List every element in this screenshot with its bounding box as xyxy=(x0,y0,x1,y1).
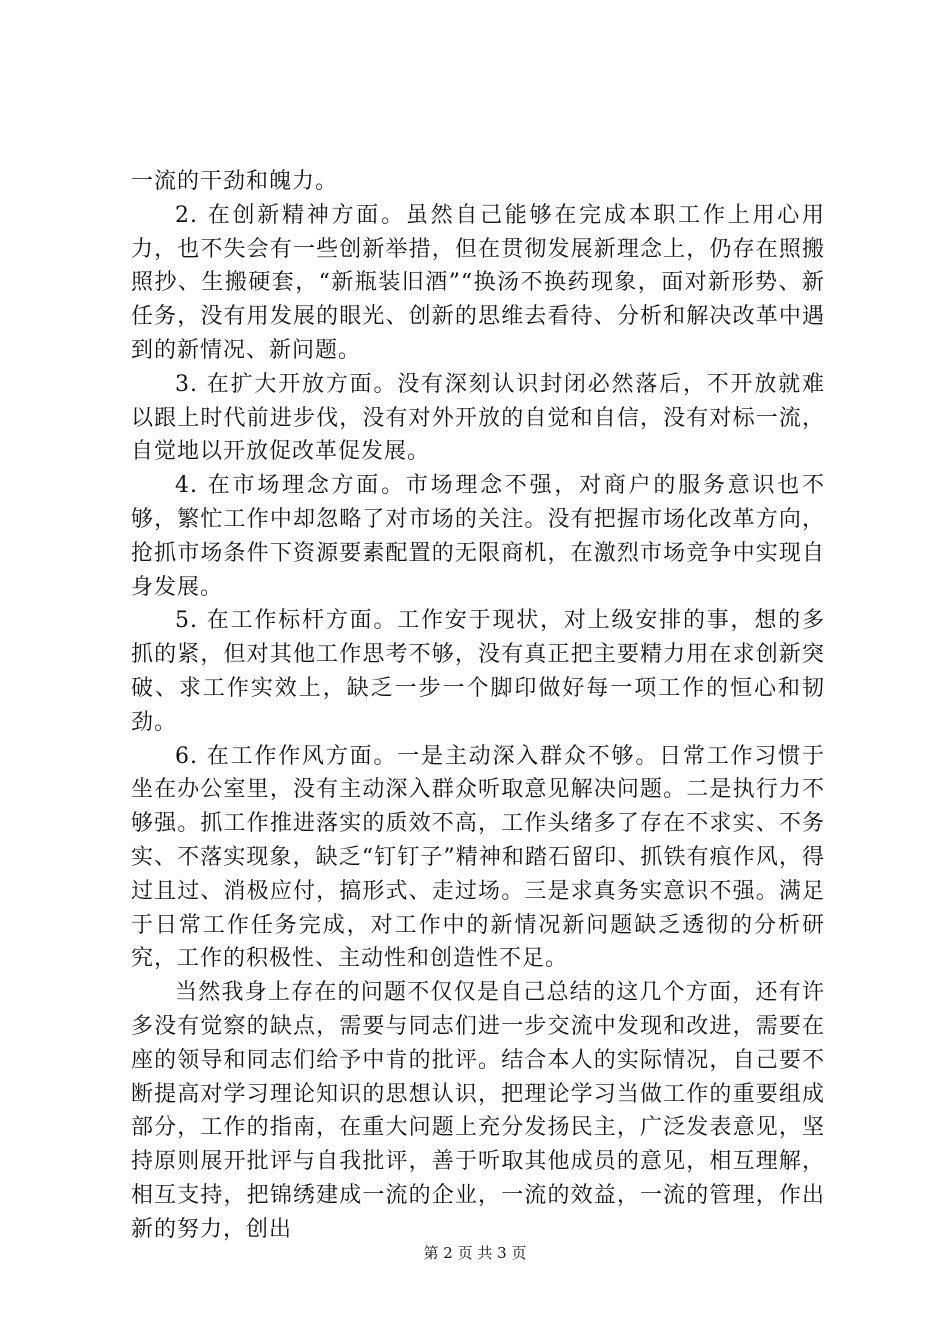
page-number-label: 第 2 页 共 3 页 xyxy=(423,1244,527,1262)
paragraph-innovation-spirit: 2. 在创新精神方面。虽然自己能够在完成本职工作上用心用力，也不失会有一些创新举措，但在贯彻发展新理念上，仍存在照搬照抄、生搬硬套，“新瓶装旧酒”“换汤不换药现象，面对新形势、新任务，没有用发展的眼光、创新的思维去看待、分析和解决改革中遇到的新情况、新问题。 xyxy=(131,202,825,363)
paragraph-work-benchmark: 5. 在工作标杆方面。工作安于现状，对上级安排的事，想的多抓的紧，但对其他工作思考不够，没有真正把主要精力用在求创新突破、求工作实效上，缺乏一步一个脚印做好每一项工作的恒心和韧劲。 xyxy=(131,608,825,735)
paragraph-market-concept: 4. 在市场理念方面。市场理念不强，对商户的服务意识也不够，繁忙工作中却忽略了对市场的关注。没有把握市场化改革方向，抢抓市场条件下资源要素配置的无限商机，在激烈市场竞争中实现自身发展。 xyxy=(131,473,825,600)
document-body xyxy=(131,165,825,1247)
paragraph-conclusion: 当然我身上存在的问题不仅仅是自己总结的这几个方面，还有许多没有觉察的缺点，需要与同志们进一步交流中发现和改进，需要在座的领导和同志们给予中肯的批评。结合本人的实际情况，自己要不断提高对学习理论知识的思想认识，把理论学习当做工作的重要组成部分，工作的指南，在重大问题上充分发扬民主，广泛发表意见，坚持原则展开批评与自我批评，善于听取其他成员的意见，相互理解，相互支持，把锦绣建成一流的企业，一流的效益，一流的管理，作出新的努力，创出 xyxy=(131,980,825,1242)
page-footer xyxy=(0,1243,950,1263)
paragraph-opening-up: 3. 在扩大开放方面。没有深刻认识封闭必然落后，不开放就难以跟上时代前进步伐，没有对外开放的自觉和自信，没有对标一流，自觉地以开放促改革促发展。 xyxy=(131,371,825,465)
paragraph-work-style: 6. 在工作作风方面。一是主动深入群众不够。日常工作习惯于坐在办公室里，没有主动深入群众听取意见解决问题。二是执行力不够强。抓工作推进落实的质效不高，工作头绪多了存在不求实、不务实、不落实现象，缺乏“钉钉子”精神和踏石留印、抓铁有痕作风，得过且过、消极应付，搞形式、走过场。三是求真务实意识不强。满足于日常工作任务完成，对工作中的新情况新问题缺乏透彻的分析研究，工作的积极性、主动性和创造性不足。 xyxy=(131,743,825,972)
paragraph-continued: 一流的干劲和魄力。 xyxy=(131,169,339,194)
